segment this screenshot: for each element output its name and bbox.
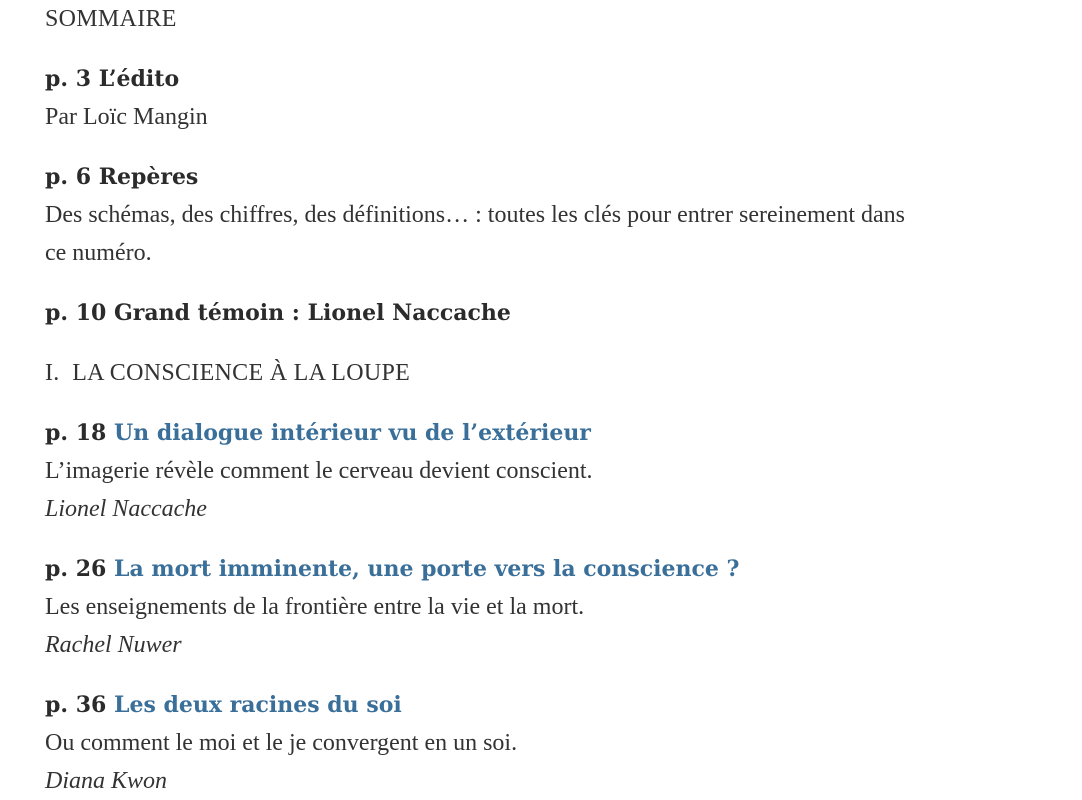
entry-description: L’imagerie révèle comment le cerveau devient conscient.	[45, 458, 593, 484]
toc-entry-article	[45, 414, 1025, 452]
entry-description: Ou comment le moi et le je convergent en un soi.	[45, 730, 518, 756]
spacer	[45, 332, 1025, 354]
spacer	[45, 272, 1025, 294]
page-number: p. 36	[45, 692, 107, 718]
toc-entry-article	[45, 686, 1025, 724]
toc-entry-reperes	[45, 158, 1025, 196]
entry-description: Par Loïc Mangin	[45, 104, 208, 130]
page-number: p. 6	[45, 164, 92, 190]
entry-description-line-1: Des schémas, des chiffres, des définitions… : toutes les clés pour entrer sereinement dans	[45, 202, 905, 228]
page-number: p. 3	[45, 66, 92, 92]
toc-entry-article	[45, 550, 1025, 588]
spacer	[45, 392, 1025, 414]
toc-entry-edito	[45, 60, 1025, 98]
article-link[interactable]: La mort imminente, une porte vers la conscience ?	[114, 556, 740, 582]
entry-description: Les enseignements de la frontière entre la vie et la mort.	[45, 594, 585, 620]
toc-entry-grand-temoin	[45, 294, 1025, 332]
entry-title: L’édito	[98, 66, 180, 92]
spacer	[45, 664, 1025, 686]
article-link[interactable]: Les deux racines du soi	[114, 692, 402, 718]
page-number: p. 10	[45, 300, 107, 326]
article-link[interactable]: Un dialogue intérieur vu de l’extérieur	[114, 420, 591, 446]
entry-title: Grand témoin : Lionel Naccache	[114, 300, 511, 326]
author-name: Lionel Naccache	[45, 496, 207, 522]
page-title: SOMMAIRE	[45, 6, 177, 32]
author-name: Rachel Nuwer	[45, 632, 182, 658]
spacer	[45, 528, 1025, 550]
entry-description-line-2: ce numéro.	[45, 240, 152, 266]
entry-title: Repères	[98, 164, 199, 190]
author-name: Diana Kwon	[45, 768, 168, 794]
spacer	[45, 136, 1025, 158]
spacer	[45, 38, 1025, 60]
page-number: p. 26	[45, 556, 107, 582]
page-number: p. 18	[45, 420, 107, 446]
table-of-contents	[45, 0, 1025, 800]
part-heading: I. LA CONSCIENCE À LA LOUPE	[45, 360, 411, 386]
